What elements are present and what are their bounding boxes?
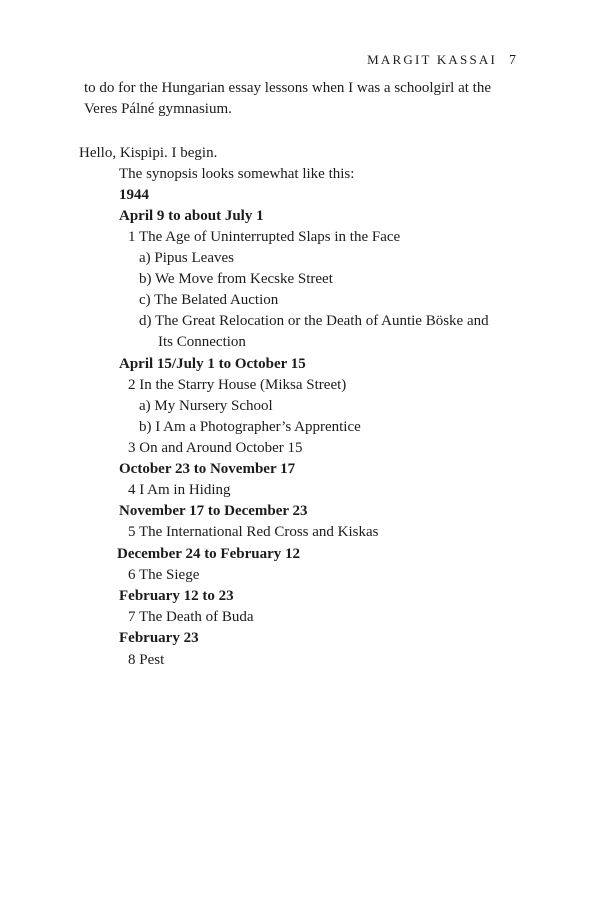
period-heading: February 23: [119, 630, 199, 646]
chapter-entry: 8 Pest: [128, 652, 165, 668]
period-heading: October 23 to November 17: [119, 461, 296, 477]
chapter-entry: 2 In the Starry House (Miksa Street): [128, 377, 347, 393]
year-heading: 1944: [119, 187, 149, 203]
subsection-entry: b) We Move from Kecske Street: [139, 271, 333, 287]
chapter-entry: 3 On and Around October 15: [128, 440, 303, 456]
subsection-entry: a) Pipus Leaves: [139, 250, 234, 266]
chapter-entry: 6 The Siege: [128, 567, 200, 583]
body-text-line: Veres Pálné gymnasium.: [84, 101, 232, 117]
subsection-entry: c) The Belated Auction: [139, 292, 279, 308]
period-heading: April 15/July 1 to October 15: [119, 356, 306, 372]
period-heading: December 24 to February 12: [117, 546, 301, 562]
body-text-line: to do for the Hungarian essay lessons when I was a schoolgirl at the: [84, 80, 491, 96]
subsection-entry: a) My Nursery School: [139, 398, 273, 414]
subsection-entry: b) I Am a Photographer’s Apprentice: [139, 419, 361, 435]
synopsis-intro: The synopsis looks somewhat like this:: [119, 166, 355, 182]
running-header: [367, 49, 516, 71]
running-title: MARGIT KASSAI: [367, 52, 497, 67]
chapter-entry: 7 The Death of Buda: [128, 609, 254, 625]
chapter-entry: 1 The Age of Uninterrupted Slaps in the Face: [128, 229, 401, 245]
subsection-continuation: Its Connection: [158, 334, 246, 350]
greeting-line: Hello, Kispipi. I begin.: [79, 145, 218, 161]
page-number: 7: [509, 53, 516, 68]
period-heading: November 17 to December 23: [119, 503, 308, 519]
period-heading: February 12 to 23: [119, 588, 234, 604]
chapter-entry: 4 I Am in Hiding: [128, 482, 231, 498]
chapter-entry: 5 The International Red Cross and Kiskas: [128, 524, 379, 540]
subsection-entry: d) The Great Relocation or the Death of Auntie Böske and: [139, 313, 489, 329]
period-heading: April 9 to about July 1: [119, 208, 264, 224]
